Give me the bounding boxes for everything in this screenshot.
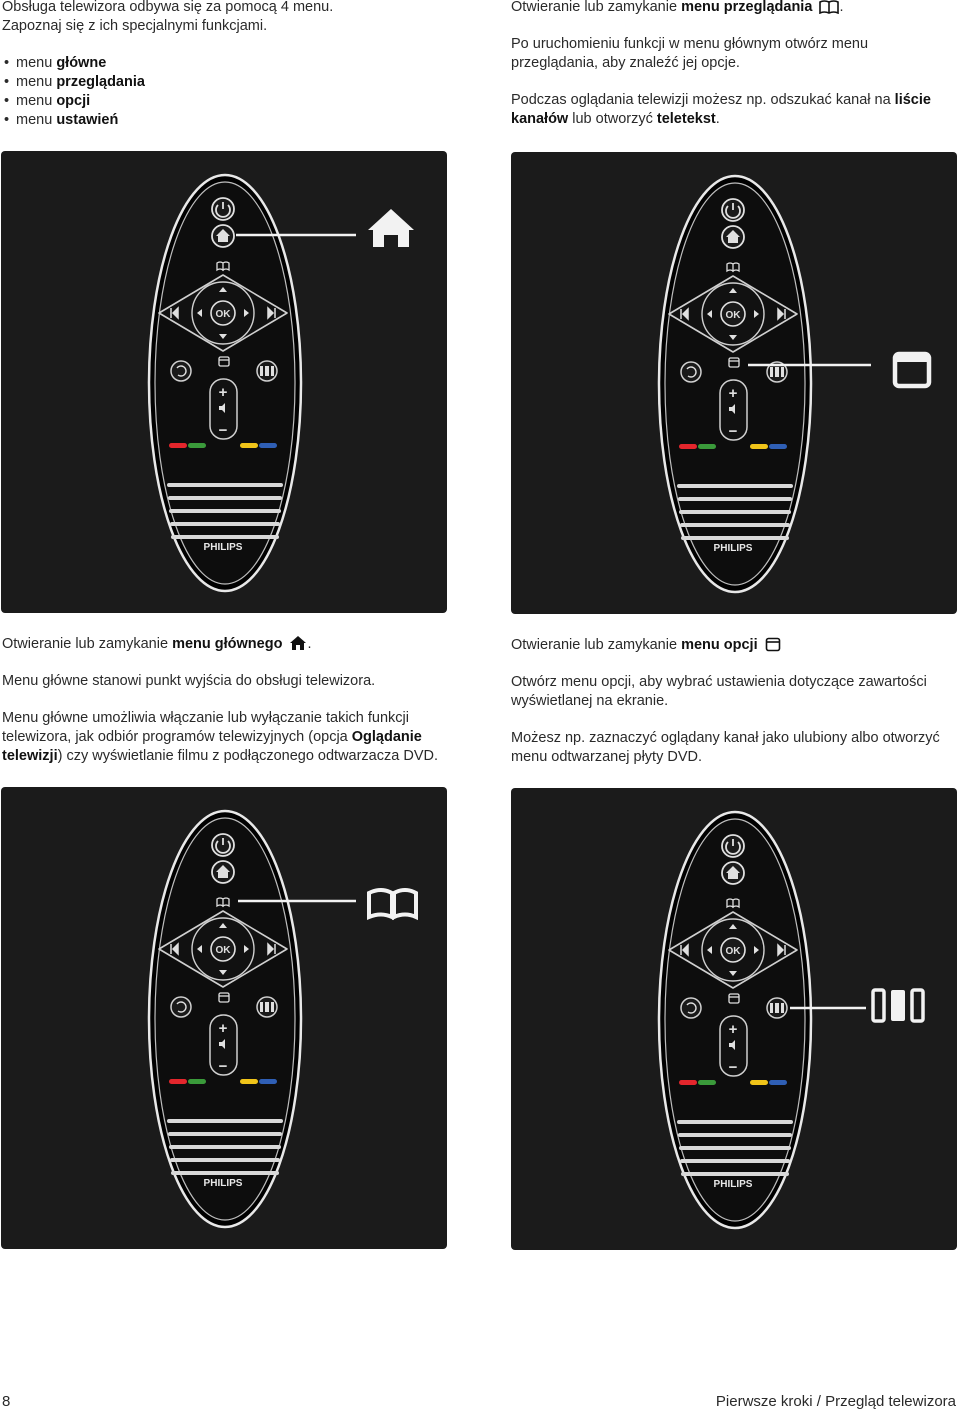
svg-text:−: − — [218, 1058, 228, 1075]
home-paragraph-1: Menu główne stanowi punkt wyjścia do obsługi telewizora. — [2, 673, 376, 689]
list-item: • menu ustawień — [2, 111, 442, 130]
browse-heading: Otwieranie lub zamykanie menu przeglądania . — [511, 0, 844, 15]
home-block — [2, 635, 447, 766]
home-heading: Otwieranie lub zamykanie menu głównego . — [2, 636, 312, 652]
svg-text:−: − — [728, 1059, 738, 1076]
svg-text:OK: OK — [725, 310, 741, 321]
home-large-icon — [368, 209, 414, 247]
figure-home-remote — [1, 151, 447, 613]
svg-text:PHILIPS: PHILIPS — [203, 1178, 243, 1189]
browse-paragraph-2: Podczas oglądania telewizji możesz np. odszukać kanał na liście kanałów lub otworzyć teletekst. — [511, 92, 931, 127]
options-block — [511, 636, 956, 767]
svg-text:PHILIPS: PHILIPS — [713, 543, 753, 554]
home-paragraph-2: Menu główne umożliwia włączanie lub wyłączanie takich funkcji telewizora, jak odbiór programów telewizyjnych (opcja Oglądanie telewizji) czy wyświetlanie filmu z podłączonego odtwarzacza DVD. — [2, 710, 438, 764]
svg-text:+: + — [728, 385, 738, 402]
list-item: • menu przeglądania — [2, 73, 442, 92]
menu-list — [2, 54, 442, 130]
figure-browse-remote — [1, 787, 447, 1249]
options-heading: Otwieranie lub zamykanie menu opcji — [511, 636, 956, 655]
svg-text:OK: OK — [215, 945, 231, 956]
intro-block — [2, 0, 442, 130]
options-paragraph-1: Otwórz menu opcji, aby wybrać ustawienia dotyczące zawartości wyświetlanej na ekranie. — [511, 674, 927, 709]
page-number: 8 — [2, 1393, 11, 1410]
svg-text:+: + — [218, 1020, 228, 1037]
footer-section: Pierwsze kroki / Przegląd telewizora — [715, 1393, 956, 1410]
svg-text:PHILIPS: PHILIPS — [203, 542, 243, 553]
options-large-icon — [895, 354, 929, 386]
figure-adjust-remote — [511, 788, 957, 1250]
browse-large-icon — [369, 890, 416, 917]
browse-paragraph-1: Po uruchomieniu funkcji w menu głównym otwórz menu przeglądania, aby znaleźć jej opcje. — [511, 36, 869, 71]
svg-text:OK: OK — [725, 946, 741, 957]
home-icon — [289, 635, 307, 651]
list-item: • menu opcji — [2, 92, 442, 111]
intro-line-2: Zapoznaj się z ich specjalnymi funkcjami. — [2, 18, 268, 34]
svg-text:−: − — [728, 423, 738, 440]
options-paragraph-2: Możesz np. zaznaczyć oglądany kanał jako ulubiony albo otworzyć menu odtwarzanej płyty DVD. — [511, 730, 940, 765]
intro-line-1: Obsługa telewizora odbywa się za pomocą 4 menu. — [2, 0, 334, 15]
browse-block — [511, 0, 956, 129]
svg-text:OK: OK — [215, 309, 231, 320]
figure-options-remote — [511, 152, 957, 614]
svg-text:PHILIPS: PHILIPS — [713, 1179, 753, 1190]
adjust-large-icon — [873, 990, 923, 1021]
svg-text:+: + — [728, 1021, 738, 1038]
options-icon — [765, 637, 781, 652]
svg-text:+: + — [218, 384, 228, 401]
book-icon — [819, 0, 839, 14]
list-item: • menu główne — [2, 54, 442, 73]
svg-text:−: − — [218, 422, 228, 439]
